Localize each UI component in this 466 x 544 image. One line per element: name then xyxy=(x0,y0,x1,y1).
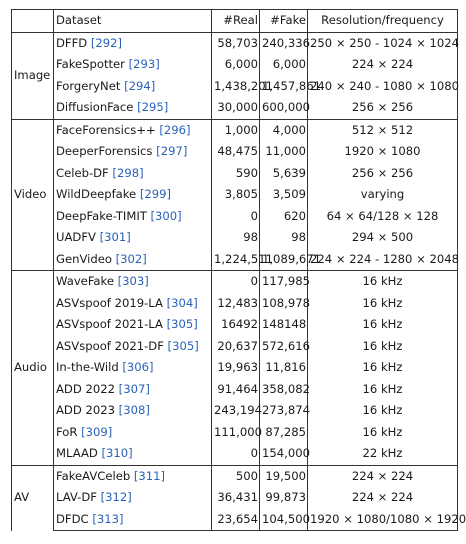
dataset-name: MLAAD xyxy=(56,446,98,460)
citation-link[interactable]: [296] xyxy=(159,122,191,137)
table-row xyxy=(12,357,458,379)
citation-link[interactable]: [302] xyxy=(115,251,147,266)
resolution-cell: 1920 × 1080/1080 × 1920 xyxy=(308,509,458,531)
dataset-name: FakeAVCeleb xyxy=(56,468,131,483)
table-row xyxy=(12,400,458,422)
citation-link[interactable]: [309] xyxy=(81,424,113,439)
dataset-name: ASVspoof 2019-LA xyxy=(56,295,163,310)
real-count-cell: 111,000 xyxy=(212,422,260,444)
resolution-cell: 22 kHz xyxy=(308,443,458,465)
dataset-name: ADD 2023 xyxy=(56,403,115,417)
header-resolution: Resolution/frequency xyxy=(308,10,458,33)
table-row xyxy=(12,314,458,336)
dataset-cell xyxy=(54,379,212,401)
citation-link[interactable]: [308] xyxy=(118,403,150,417)
real-count-cell: 19,963 xyxy=(212,357,260,379)
dataset-cell xyxy=(54,206,212,228)
citation-link[interactable]: [311] xyxy=(133,468,166,483)
resolution-cell: 240 × 240 - 1080 × 1080 xyxy=(308,76,458,98)
resolution-cell: 64 × 64/128 × 128 xyxy=(308,206,458,228)
table-row xyxy=(12,443,458,465)
dataset-name: In-the-Wild xyxy=(56,360,119,374)
real-count-cell: 243,194 xyxy=(212,400,260,422)
dataset-name: DiffusionFace xyxy=(56,100,134,114)
real-count-cell: 20,637 xyxy=(212,336,260,358)
fake-count-cell: 3,509 xyxy=(260,184,308,206)
resolution-cell: 16 kHz xyxy=(308,336,458,358)
dataset-cell xyxy=(54,141,212,163)
table-row xyxy=(12,271,458,293)
category-cell: AV xyxy=(12,465,54,531)
table-row xyxy=(12,141,458,163)
real-count-cell: 12,483 xyxy=(212,293,260,315)
resolution-cell: 1920 × 1080 xyxy=(308,141,458,163)
fake-count-cell: 1,457,861 xyxy=(260,76,308,98)
dataset-name: DFFD xyxy=(56,35,88,50)
resolution-cell: 256 × 256 xyxy=(308,97,458,119)
dataset-name: LAV-DF xyxy=(56,490,97,504)
dataset-cell xyxy=(54,357,212,379)
header-category xyxy=(12,10,54,33)
real-count-cell: 3,805 xyxy=(212,184,260,206)
resolution-cell: 256 × 256 xyxy=(308,163,458,185)
real-count-cell: 98 xyxy=(212,227,260,249)
fake-count-cell: 99,873 xyxy=(260,487,308,509)
citation-link[interactable]: [306] xyxy=(122,360,154,374)
dataset-cell xyxy=(54,227,212,249)
table-row xyxy=(12,163,458,185)
dataset-name: ASVspoof 2021-DF xyxy=(56,338,164,353)
dataset-name: DeeperForensics xyxy=(56,144,153,158)
fake-count-cell: 1,089,671 xyxy=(260,249,308,271)
fake-count-cell: 620 xyxy=(260,206,308,228)
resolution-cell: 512 × 512 xyxy=(308,119,458,141)
dataset-name: GenVideo xyxy=(56,251,112,266)
real-count-cell: 36,431 xyxy=(212,487,260,509)
table-row xyxy=(12,227,458,249)
table-row xyxy=(12,509,458,531)
citation-link[interactable]: [300] xyxy=(150,208,182,223)
citation-link[interactable]: [305] xyxy=(167,338,199,353)
fake-count-cell: 358,082 xyxy=(260,379,308,401)
header-dataset: Dataset xyxy=(54,10,212,33)
real-count-cell: 91,464 xyxy=(212,379,260,401)
resolution-cell: 224 × 224 xyxy=(308,465,458,487)
real-count-cell: 0 xyxy=(212,271,260,293)
real-count-cell: 1,438,201 xyxy=(212,76,260,98)
resolution-cell: 224 × 224 - 1280 × 2048 xyxy=(308,249,458,271)
fake-count-cell: 104,500 xyxy=(260,509,308,531)
citation-link[interactable]: [305] xyxy=(166,317,198,331)
dataset-cell xyxy=(54,271,212,293)
citation-link[interactable]: [312] xyxy=(100,490,132,504)
resolution-cell: 16 kHz xyxy=(308,357,458,379)
citation-link[interactable]: [299] xyxy=(139,187,172,201)
citation-link[interactable]: [295] xyxy=(137,100,169,114)
dataset-cell xyxy=(54,509,212,531)
fake-count-cell: 273,874 xyxy=(260,400,308,422)
dataset-name: ADD 2022 xyxy=(56,381,115,396)
dataset-cell xyxy=(54,32,212,54)
dataset-name: WildDeepfake xyxy=(56,187,137,201)
fake-count-cell: 240,336 xyxy=(260,32,308,54)
table-row xyxy=(12,336,458,358)
header-real: #Real xyxy=(212,10,260,33)
resolution-cell: 250 × 250 - 1024 × 1024 xyxy=(308,32,458,54)
dataset-cell xyxy=(54,249,212,271)
table-row xyxy=(12,184,458,206)
citation-link[interactable]: [297] xyxy=(156,144,188,158)
citation-link[interactable]: [298] xyxy=(112,165,144,180)
table-row xyxy=(12,97,458,119)
resolution-cell: 224 × 224 xyxy=(308,54,458,76)
fake-count-cell: 154,000 xyxy=(260,443,308,465)
dataset-name: ASVspoof 2021-LA xyxy=(56,317,163,331)
table-row xyxy=(12,76,458,98)
fake-count-cell: 19,500 xyxy=(260,465,308,487)
dataset-cell xyxy=(54,76,212,98)
dataset-name: ForgeryNet xyxy=(56,78,121,93)
citation-link[interactable]: [303] xyxy=(117,274,149,288)
real-count-cell: 1,000 xyxy=(212,119,260,141)
dataset-name: UADFV xyxy=(56,230,96,244)
fake-count-cell: 6,000 xyxy=(260,54,308,76)
citation-link[interactable]: [313] xyxy=(92,511,124,526)
dataset-cell xyxy=(54,314,212,336)
fake-count-cell: 11,000 xyxy=(260,141,308,163)
table-row xyxy=(12,422,458,444)
dataset-name: FoR xyxy=(56,424,78,439)
resolution-cell: 16 kHz xyxy=(308,314,458,336)
real-count-cell: 48,475 xyxy=(212,141,260,163)
fake-count-cell: 148148 xyxy=(260,314,308,336)
fake-count-cell: 572,616 xyxy=(260,336,308,358)
dataset-cell xyxy=(54,54,212,76)
fake-count-cell: 4,000 xyxy=(260,119,308,141)
resolution-cell: 16 kHz xyxy=(308,379,458,401)
real-count-cell: 1,224,511 xyxy=(212,249,260,271)
real-count-cell: 58,703 xyxy=(212,32,260,54)
dataset-cell xyxy=(54,487,212,509)
fake-count-cell: 117,985 xyxy=(260,271,308,293)
resolution-cell: 224 × 224 xyxy=(308,487,458,509)
dataset-cell xyxy=(54,443,212,465)
header-row xyxy=(12,10,458,33)
real-count-cell: 0 xyxy=(212,443,260,465)
category-cell: Image xyxy=(12,32,54,119)
resolution-cell: 16 kHz xyxy=(308,271,458,293)
table-row xyxy=(12,293,458,315)
dataset-cell xyxy=(54,465,212,487)
dataset-cell xyxy=(54,336,212,358)
citation-link[interactable]: [293] xyxy=(128,57,160,71)
resolution-cell: varying xyxy=(308,184,458,206)
dataset-cell xyxy=(54,422,212,444)
category-cell: Video xyxy=(12,119,54,271)
fake-count-cell: 600,000 xyxy=(260,97,308,119)
dataset-cell xyxy=(54,97,212,119)
resolution-cell: 16 kHz xyxy=(308,400,458,422)
dataset-table xyxy=(11,9,466,531)
dataset-cell xyxy=(54,293,212,315)
dataset-name: DeepFake-TIMIT xyxy=(56,208,147,223)
real-count-cell: 30,000 xyxy=(212,97,260,119)
citation-link[interactable]: [310] xyxy=(101,446,133,460)
fake-count-cell: 87,285 xyxy=(260,422,308,444)
fake-count-cell: 11,816 xyxy=(260,357,308,379)
table-row xyxy=(12,32,458,54)
header-fake: #Fake xyxy=(260,10,308,33)
dataset-cell xyxy=(54,400,212,422)
category-cell: Audio xyxy=(12,271,54,466)
table-row xyxy=(12,487,458,509)
table-row xyxy=(12,206,458,228)
dataset-name: FaceForensics++ xyxy=(56,122,156,137)
dataset-name: Celeb-DF xyxy=(56,165,109,180)
real-count-cell: 0 xyxy=(212,206,260,228)
dataset-cell xyxy=(54,163,212,185)
table-body xyxy=(12,10,466,531)
real-count-cell: 500 xyxy=(212,465,260,487)
table-row xyxy=(12,54,458,76)
table-row xyxy=(12,249,458,271)
dataset-name: WaveFake xyxy=(56,274,114,288)
table-row xyxy=(12,379,458,401)
dataset-name: FakeSpotter xyxy=(56,57,125,71)
resolution-cell: 16 kHz xyxy=(308,293,458,315)
fake-count-cell: 5,639 xyxy=(260,163,308,185)
resolution-cell: 294 × 500 xyxy=(308,227,458,249)
table-row xyxy=(12,465,458,487)
dataset-name: DFDC xyxy=(56,511,89,526)
dataset-cell xyxy=(54,119,212,141)
fake-count-cell: 108,978 xyxy=(260,293,308,315)
fake-count-cell: 98 xyxy=(260,227,308,249)
citation-link[interactable]: [294] xyxy=(124,78,156,93)
dataset-cell xyxy=(54,184,212,206)
real-count-cell: 6,000 xyxy=(212,54,260,76)
citation-link[interactable]: [292] xyxy=(90,35,123,50)
citation-link[interactable]: [304] xyxy=(166,295,198,310)
table-row xyxy=(12,119,458,141)
real-count-cell: 16492 xyxy=(212,314,260,336)
real-count-cell: 590 xyxy=(212,163,260,185)
resolution-cell: 16 kHz xyxy=(308,422,458,444)
citation-link[interactable]: [307] xyxy=(118,381,150,396)
citation-link[interactable]: [301] xyxy=(99,230,131,244)
real-count-cell: 23,654 xyxy=(212,509,260,531)
